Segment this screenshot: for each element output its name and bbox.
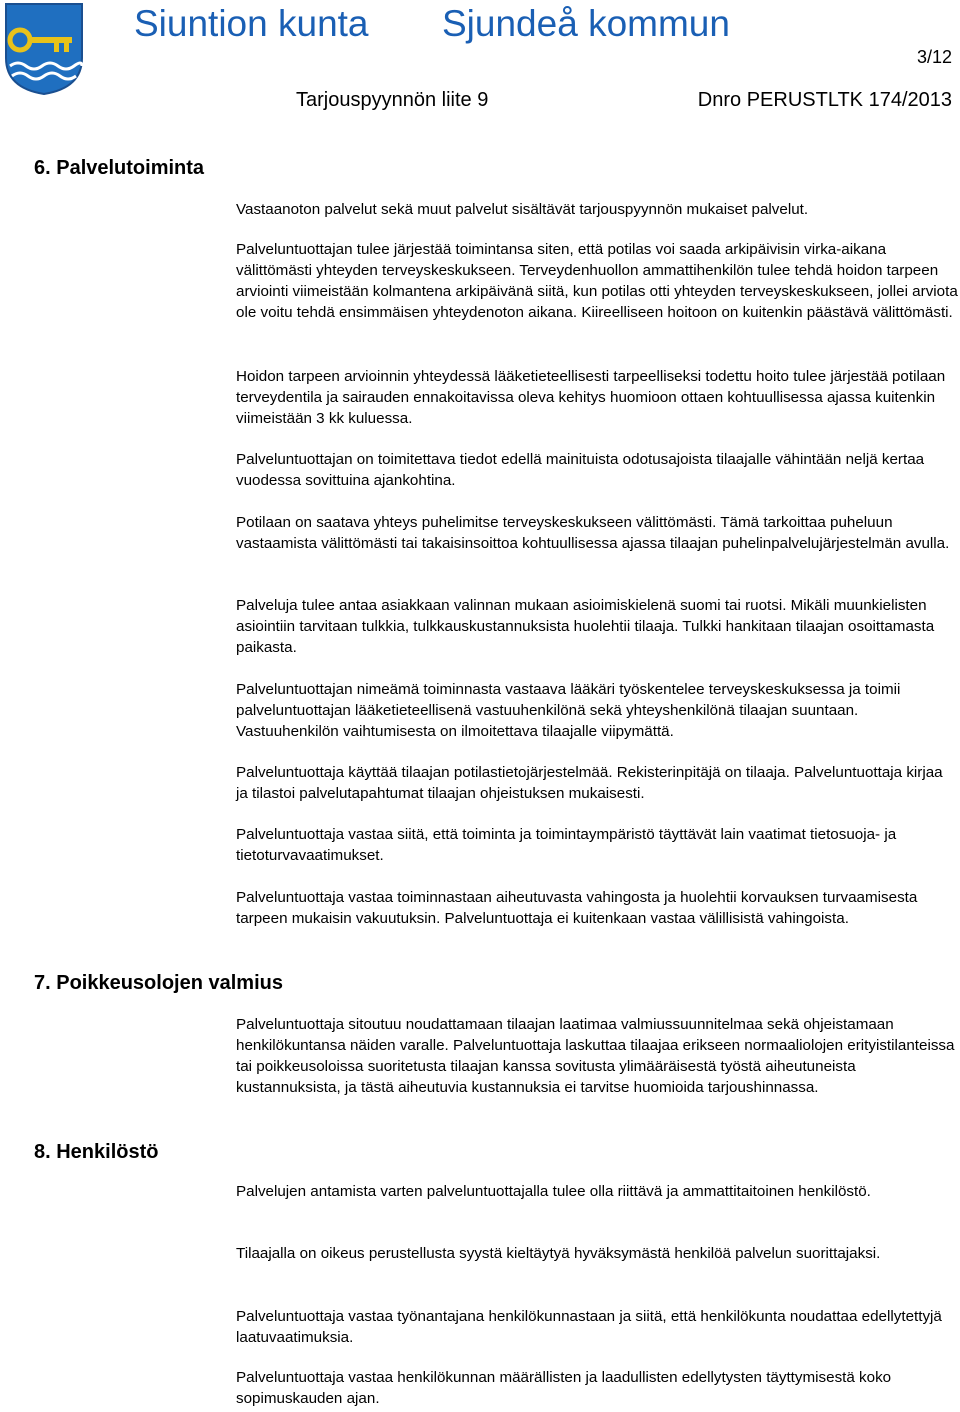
body-paragraph: Palveluntuottaja vastaa toiminnastaan aiheutuvasta vahingosta ja huolehtii korvauksen turvaamisesta tarpeen mukaisin vakuutuksin. Palveluntuottaja ei kuitenkaan vastaa välillisistä vahingoista.	[236, 889, 918, 927]
body-paragraph: Palveluntuottaja vastaa siitä, että toiminta ja toimintaympäristö täyttävät lain vaatimat tietosuoja- ja tietoturvavaatimukset.	[236, 826, 897, 864]
document-title: Tarjouspyynnön liite 9	[296, 89, 489, 111]
body-paragraph: Palveluntuottajan nimeämä toiminnasta vastaava lääkäri työskentelee terveyskeskuksessa ja toimii palveluntuottajan lääketieteellisenä vastuuhenkilönä sekä yhteyshenkilönä tilaajan suuntaan. Vastuuhenkilön vaihtumisesta on ilmoitettava tilaajalle viipymättä.	[236, 681, 901, 740]
body-paragraph: Palveluntuottajan on toimitettava tiedot edellä mainituista odotusajoista tilaajalle vähintään neljä kertaa vuodessa sovittuina ajankohtina.	[236, 451, 925, 489]
body-paragraph: Palveluntuottaja vastaa henkilökunnan määrällisten ja laadullisten edellytysten täyttymisestä koko sopimuskauden ajan.	[236, 1369, 892, 1407]
municipality-name-swedish: Sjundeå kommun	[442, 3, 730, 44]
body-paragraph: Palveluntuottajan tulee järjestää toimintansa siten, että potilas voi saada arkipäivisin virka-aikana välittömästi yhteyden terveyskeskukseen. Terveydenhuollon ammattihenkilön tulee tehdä hoidon tarpeen arviointi viimeistään kolmantena arkipäivänä siitä, kun potilas otti yhteyden terveyskeskukseen, jollei arviota ole voitu tehdä ensimmäisen yhteydenoton aikana. Kiireelliseen hoitoon on kuitenkin päästävä välittömästi.	[236, 241, 958, 321]
body-paragraph: Tilaajalla on oikeus perustellusta syystä kieltäytyä hyväksymästä henkilöä palvelun suorittajaksi.	[236, 1245, 881, 1262]
body-paragraph: Hoidon tarpeen arvioinnin yhteydessä lääketieteellisesti tarpeelliseksi todettu hoito tulee järjestää potilaan terveydentila ja sairauden ennakoitavissa oleva kehitys huomioon ottaen kohtuullisessa ajassa kuitenkin viimeistään 3 kk kuluessa.	[236, 368, 946, 427]
body-paragraph: Potilaan on saatava yhteys puhelimitse terveyskeskukseen välittömästi. Tämä tarkoittaa puheluun vastaamista välittömästi tai takaisinsoittoa kohtuullisessa ajassa tilaajan puhelinpalvelujärjestelmän avulla.	[236, 514, 950, 552]
page-number: 3/12	[916, 47, 952, 67]
body-paragraph: Palveluntuottaja sitoutuu noudattamaan tilaajan laatimaa valmiussuunnitelmaa sekä ohjeistamaan henkilökuntansa näiden varalle. Palveluntuottaja laskuttaa tilaajaa erikseen normaaliolojen erityistilanteissa tai poikkeusoloissa suoritetusta tilaajan kanssa sovitusta ylimääräisestä työstä aiheutuneista kustannuksista, ja tästä aiheutuvia kustannuksia ei tarvitse huomioida tarjoushinnassa.	[236, 1016, 955, 1096]
section-heading: 7. Poikkeusolojen valmius	[34, 972, 283, 994]
municipality-name-finnish: Siuntion kunta	[134, 3, 369, 44]
section-heading: 6. Palvelutoiminta	[34, 157, 205, 179]
body-paragraph: Vastaanoton palvelut sekä muut palvelut sisältävät tarjouspyynnön mukaiset palvelut.	[236, 201, 809, 218]
municipal-coat-of-arms-icon	[4, 2, 84, 96]
section-heading: 8. Henkilöstö	[34, 1141, 159, 1163]
body-paragraph: Palveluntuottaja käyttää tilaajan potilastietojärjestelmää. Rekisterinpitäjä on tilaaja. Palveluntuottaja kirjaa ja tilastoi palvelutapahtumat tilaajan ohjeistuksen mukaisesti.	[236, 764, 943, 802]
body-paragraph: Palvelujen antamista varten palveluntuottajalla tulee olla riittävä ja ammattitaitoinen henkilöstö.	[236, 1183, 871, 1200]
body-paragraph: Palveluntuottaja vastaa työnantajana henkilökunnastaan ja siitä, että henkilökunta noudattaa edellytettyjä laatuvaatimuksia.	[236, 1308, 942, 1346]
body-paragraph: Palveluja tulee antaa asiakkaan valinnan mukaan asioimiskielenä suomi tai ruotsi. Mikäli muunkielisten asiointiin tarvitaan tulkkia, tulkkauskustannuksista huolehtii tilaaja. Tulkki hankitaan tilaajan osoittamasta paikasta.	[236, 597, 935, 656]
document-reference-number: Dnro PERUSTLTK 174/2013	[697, 89, 952, 111]
